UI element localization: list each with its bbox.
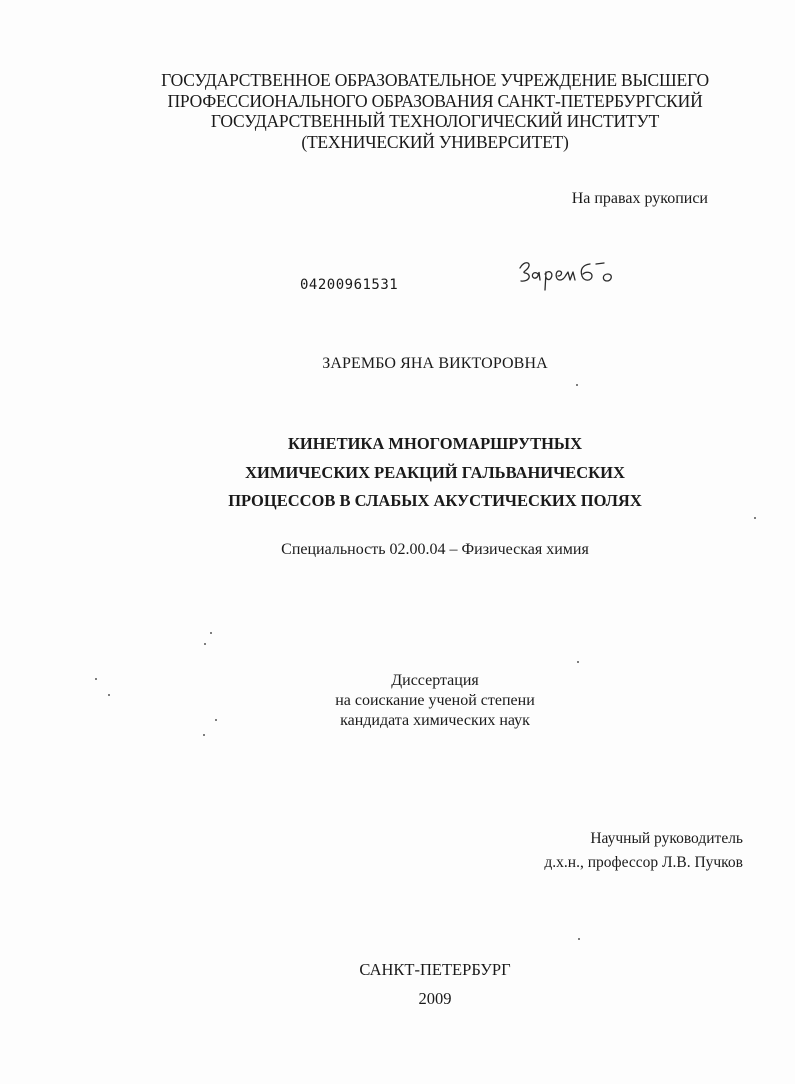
scan-speck bbox=[578, 938, 580, 940]
scan-speck bbox=[204, 643, 206, 645]
organization-line: ПРОФЕССИОНАЛЬНОГО ОБРАЗОВАНИЯ САНКТ-ПЕТЕРБУРГСКИЙ bbox=[167, 90, 703, 111]
scan-speck bbox=[95, 678, 97, 680]
organization-line: ГОСУДАРСТВЕННОЕ ОБРАЗОВАТЕЛЬНОЕ УЧРЕЖДЕНИЕ ВЫСШЕГО bbox=[161, 70, 709, 90]
scan-speck bbox=[754, 517, 756, 519]
year: 2009 bbox=[418, 989, 452, 1008]
dissertation-line: кандидата химических наук bbox=[340, 712, 530, 729]
dissertation-line: Диссертация bbox=[391, 672, 479, 689]
title-line: ПРОЦЕССОВ В СЛАБЫХ АКУСТИЧЕСКИХ ПОЛЯХ bbox=[228, 491, 642, 510]
title-line: ХИМИЧЕСКИХ РЕАКЦИЙ ГАЛЬВАНИЧЕСКИХ bbox=[245, 462, 625, 482]
specialty: Специальность 02.00.04 – Физическая химия bbox=[281, 541, 589, 558]
organization-header bbox=[90, 70, 780, 152]
scan-speck bbox=[210, 632, 212, 634]
advisor-name: д.х.н., профессор Л.В. Пучков bbox=[544, 854, 743, 871]
scan-speck bbox=[576, 384, 578, 386]
scientific-advisor bbox=[544, 827, 743, 875]
scan-speck bbox=[577, 661, 579, 663]
author-name: ЗАРЕМБО ЯНА ВИКТОРОВНА bbox=[322, 355, 548, 372]
dissertation-line: на соискание ученой степени bbox=[335, 692, 535, 709]
rights-note: На правах рукописи bbox=[571, 190, 708, 207]
organization-line: ГОСУДАРСТВЕННЫЙ ТЕХНОЛОГИЧЕСКИЙ ИНСТИТУТ bbox=[210, 111, 660, 131]
scan-speck bbox=[203, 734, 205, 736]
scan-speck bbox=[215, 719, 217, 721]
advisor-role: Научный руководитель bbox=[590, 830, 743, 847]
city: САНКТ-ПЕТЕРБУРГ bbox=[359, 960, 511, 979]
inventory-number: 04200961531 bbox=[300, 277, 399, 293]
dissertation-title bbox=[0, 430, 795, 516]
organization-line: (ТЕХНИЧЕСКИЙ УНИВЕРСИТЕТ) bbox=[301, 131, 569, 152]
title-line: КИНЕТИКА МНОГОМАРШРУТНЫХ bbox=[287, 434, 583, 453]
dissertation-info bbox=[0, 671, 795, 731]
city-year-block bbox=[0, 955, 795, 1013]
scan-speck bbox=[108, 694, 110, 696]
handwritten-signature bbox=[516, 254, 626, 294]
